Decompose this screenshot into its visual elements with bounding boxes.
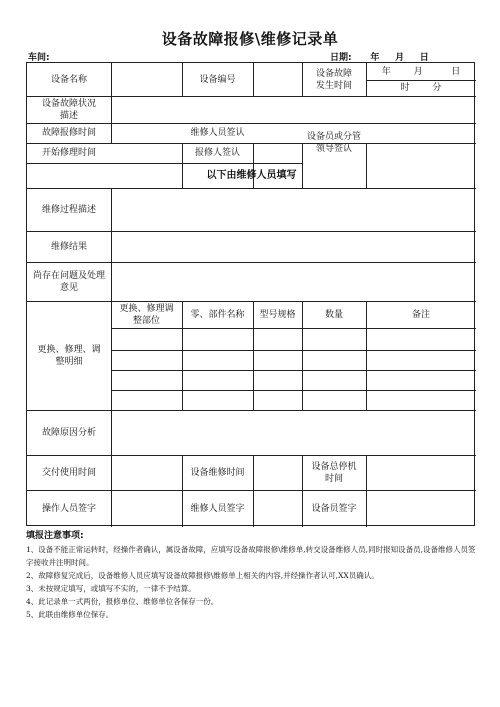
- cause-label: 故障原因分析: [41, 427, 96, 438]
- device-no-label: 设备编号: [199, 74, 236, 85]
- qty-header: 数量: [324, 309, 343, 320]
- leader-sign-label: 设备员或分管领导签认: [306, 132, 361, 154]
- remaining-label: 尚存在问题及处理意见: [33, 270, 106, 293]
- fault-clock-slots: 时 分: [400, 83, 442, 93]
- col-line: [366, 455, 367, 527]
- row-line: [111, 370, 476, 371]
- form-title: 设备故障报修\维修记录单: [161, 30, 339, 48]
- repairer-sign-label: 维修人员签认: [190, 128, 245, 138]
- col-line: [253, 455, 254, 527]
- notes-title: 填报注意事项:: [26, 531, 84, 541]
- fault-time-label: 设备故障发生时间: [315, 68, 352, 91]
- repair-time-label: 设备维修时间: [190, 467, 245, 478]
- process-label: 维修过程描述: [41, 204, 96, 215]
- operator-sign-label: 操作人员签字: [41, 503, 96, 514]
- report-time-label: 故障报修时间: [41, 128, 96, 138]
- stop-time-label: 设备总停机时间: [311, 461, 357, 484]
- note-item: 1、设备不能正常运转时，经操作者确认，属设备故障，应填写设备故障报修\维修单,转交设备维修人员,同时报知设备员,设备维修人员签字接收并注明时间。: [26, 545, 476, 567]
- notes-section: [26, 530, 481, 621]
- note-item: 5、此联由维修单位保存。: [26, 610, 114, 619]
- remark-header: 备注: [411, 309, 430, 320]
- fault-date-slots: 年 月 日: [381, 66, 461, 77]
- row-line: [111, 328, 476, 329]
- maint-sign-label: 维修人员签字: [190, 503, 245, 514]
- note-item: 4、此记录单一式两份，报修单位、维修单位各保存一份。: [26, 597, 219, 606]
- device-name-label: 设备名称: [50, 74, 87, 85]
- col-line: [111, 188, 112, 527]
- handover-time-label: 交付使用时间: [41, 467, 96, 478]
- note-item: 3、未按规定填写，或填写不实的，一律不予结算。: [26, 584, 196, 593]
- row-line: [111, 390, 476, 391]
- workshop-label: 车间:: [28, 53, 50, 63]
- record-form-table: [26, 62, 475, 526]
- model-header: 型号规格: [259, 309, 296, 320]
- reporter-sign-label: 报修人签认: [194, 148, 240, 158]
- col-line: [111, 63, 112, 143]
- note-item: 2、故障修复完成后，设备维修人员应填写设备故障报修\维修单上相关的内容,并经操作者认可,XX员确认。: [26, 571, 379, 580]
- result-label: 维修结果: [50, 241, 87, 252]
- start-time-label: 开始修理时间: [41, 148, 96, 158]
- section-title: 以下由维修人员填写: [206, 169, 297, 181]
- replace-detail-label: 更换、修理、调整明细: [37, 344, 101, 367]
- row-line: [111, 350, 476, 351]
- date-label: 日期: 年 月 日: [330, 53, 429, 63]
- fault-desc-label: 设备故障状况描述: [41, 98, 96, 121]
- dept-header: 更换、修理调整部位: [119, 303, 174, 326]
- part-name-header: 零、部件名称: [190, 309, 245, 320]
- col-line: [253, 63, 254, 96]
- equip-sign-label: 设备员签字: [311, 503, 357, 514]
